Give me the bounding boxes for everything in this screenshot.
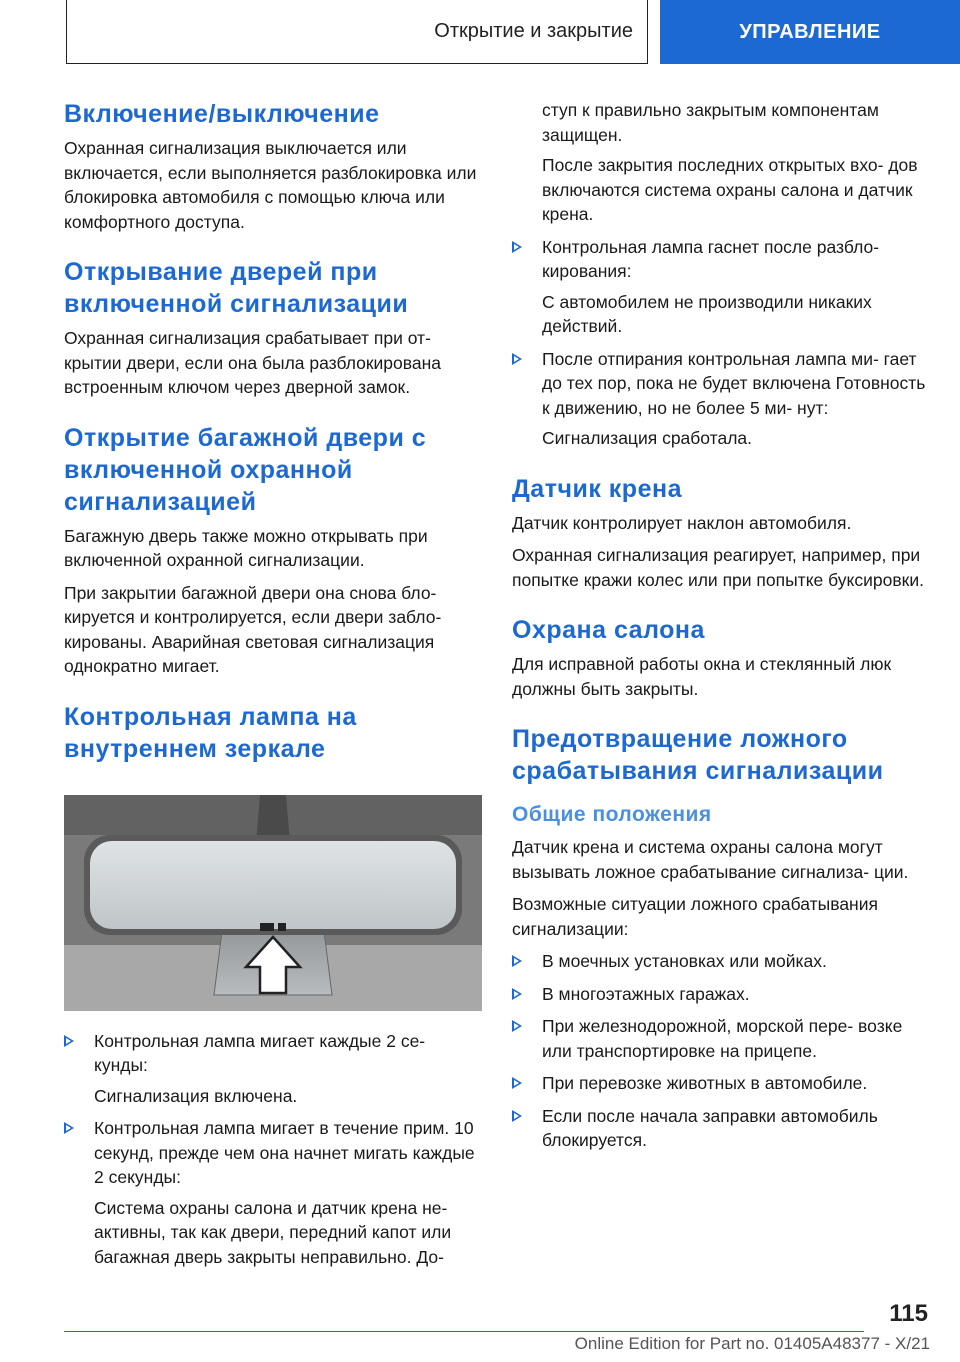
left-column: [64, 98, 482, 1277]
list-item: [512, 1014, 932, 1063]
header-section-title: [66, 0, 648, 64]
list-item: [512, 1071, 932, 1096]
lamp-bullet-list: [64, 1029, 482, 1270]
continued-text: ступ к правильно закрытым компонентам защищен.: [542, 100, 879, 145]
bullet-subtext: Сигнализация включена.: [94, 1085, 298, 1106]
list-item: [64, 1029, 482, 1109]
heading-tilt-sensor: Датчик крена: [512, 474, 682, 503]
right-column: [512, 98, 932, 1161]
footer-edition: Online Edition for Part no. 01405A48377 - X/21: [574, 1334, 930, 1353]
triangle-bullet-icon: [512, 241, 522, 253]
triangle-bullet-icon: [64, 1035, 74, 1047]
triangle-bullet-icon: [512, 955, 522, 967]
para-interior: Для исправной работы окна и стеклянный люк должны быть закрыты.: [512, 654, 892, 699]
mirror-image: [64, 795, 482, 1011]
triangle-bullet-icon: [512, 988, 522, 1000]
para-on-off: Охранная сигнализация выключается или включается, если выполняется разблокировка или блокировка автомобиля с помощью ключа или комфортного доступа.: [64, 138, 477, 232]
heading-trunk: Открытие багажной двери с включенной охранной сигнализацией: [64, 423, 427, 516]
para-tilt-1: Датчик контролирует наклон автомобиля.: [512, 512, 852, 533]
situation-text: При железнодорожной, морской пере- возке или транспортировке на прицепе.: [542, 1016, 903, 1061]
bullet-text: Контрольная лампа мигает в течение прим. 10 секунд, прежде чем она начнет мигать каждые 2 секунды:: [94, 1118, 475, 1187]
continued-text-2: После закрытия последних открытых вхо- дов включаются система охраны салона и датчик крена.: [542, 155, 918, 224]
header-chapter-tab: [660, 0, 960, 64]
list-item: [512, 235, 932, 339]
subheading-general: Общие положения: [512, 803, 712, 826]
heading-on-off: Включение/выключение: [64, 100, 380, 128]
situation-text: В многоэтажных гаражах.: [542, 983, 750, 1004]
mirror-illustration: [64, 795, 482, 1011]
list-item: [512, 1104, 932, 1153]
situations-list: [512, 949, 932, 1153]
heading-doors: Открывание дверей при включенной сигнализации: [64, 258, 409, 318]
para-general-1: Датчик крена и система охраны салона могут вызывать ложное срабатывание сигнализа- ции.: [512, 837, 909, 882]
triangle-bullet-icon: [512, 1077, 522, 1089]
triangle-bullet-icon: [64, 1122, 74, 1134]
chapter-title-text: УПРАВЛЕНИЕ: [739, 20, 881, 43]
heading-interior-protection: Охрана салона: [512, 616, 705, 644]
bullet-text: Контрольная лампа гаснет после разбло- кирования:: [542, 236, 880, 281]
list-item: [512, 949, 932, 974]
situation-text: В моечных установках или мойках.: [542, 951, 827, 971]
heading-lamp: Контрольная лампа на внутреннем зеркале: [64, 702, 357, 763]
list-item: [512, 98, 932, 227]
triangle-bullet-icon: [512, 1110, 522, 1122]
triangle-bullet-icon: [512, 1020, 522, 1032]
list-item: [512, 347, 932, 451]
situation-text: При перевозке животных в автомобиле.: [542, 1073, 868, 1093]
triangle-bullet-icon: [512, 353, 522, 365]
bullet-subtext: Система охраны салона и датчик крена не- активны, так как двери, передний капот или багажная дверь закрыты неправильно. До-: [94, 1197, 452, 1267]
para-trunk-1: Багажную дверь также можно открывать при включенной охранной сигнализации.: [64, 525, 428, 570]
heading-false-alarm: Предотвращение ложного срабатывания сигнализации: [512, 725, 884, 785]
bullet-text: После отпирания контрольная лампа ми- гает до тех пор, пока не будет включена Готовность к движению, но не более 5 ми- нут:: [542, 348, 926, 418]
para-trunk-2: При закрытии багажной двери она снова бло- кируется и контролируется, если двери забло- кированы. Аварийная световая сигнализация однократно мигает.: [64, 582, 442, 676]
bullet-subtext: С автомобилем не производили никаких действий.: [542, 291, 872, 336]
continued-bullet: [512, 98, 932, 451]
para-general-2: Возможные ситуации ложного срабатывания сигнализации:: [512, 894, 878, 939]
bullet-text: Контрольная лампа мигает каждые 2 се- кунды:: [94, 1030, 426, 1075]
bullet-subtext: Сигнализация сработала.: [542, 428, 753, 448]
para-doors: Охранная сигнализация срабатывает при от- крытии двери, если она была разблокирована встроенным ключом через дверной замок.: [64, 328, 442, 397]
para-tilt-2: Охранная сигнализация реагирует, например, при попытке кражи колес или при попытке буксировки.: [512, 545, 924, 590]
section-title-text: Открытие и закрытие: [434, 20, 633, 42]
situation-text: Если после начала заправки автомобиль блокируется.: [542, 1105, 878, 1150]
footer-divider: [64, 1331, 864, 1332]
list-item: [512, 982, 932, 1007]
page-number: 115: [889, 1300, 928, 1327]
list-item: [64, 1116, 482, 1269]
